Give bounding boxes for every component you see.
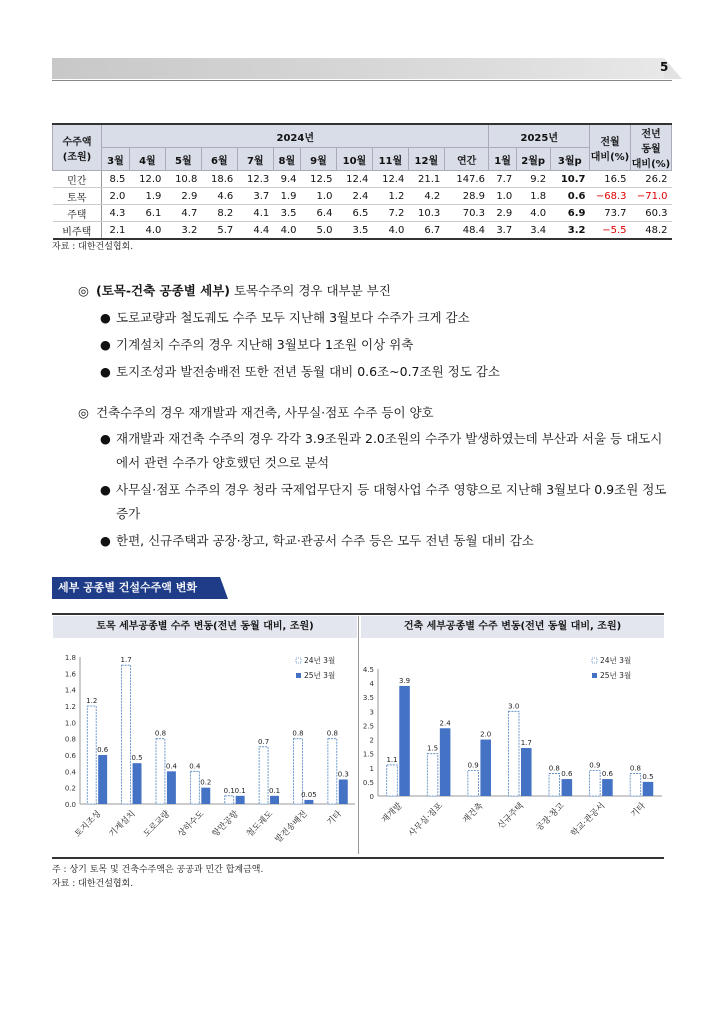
table-cell: −71.0 — [631, 188, 672, 205]
y-tick-label: 2.5 — [362, 722, 374, 731]
data-label: 0.1 — [234, 786, 246, 795]
category-label: 발전송배전 — [273, 809, 310, 846]
bar-2025 — [521, 748, 532, 796]
list-item — [100, 306, 680, 330]
legend-swatch — [592, 673, 597, 678]
double-circle-icon: ◎ — [78, 283, 89, 298]
yoy-header — [631, 124, 672, 171]
table-cell: 3.5 — [273, 205, 300, 222]
bar-2024 — [328, 739, 337, 804]
table-cell: 18.6 — [201, 171, 237, 188]
y-tick-label: 0.4 — [64, 768, 76, 777]
table-cell: 3.5 — [336, 222, 372, 240]
bar-2024 — [387, 765, 398, 796]
legend-label: 24년 3월 — [600, 656, 632, 665]
legend-swatch — [296, 673, 301, 678]
bar-2025 — [133, 763, 142, 804]
month-header: 8월 — [273, 148, 300, 171]
bullet-icon: ● — [100, 337, 111, 352]
table-cell: 8.5 — [102, 171, 130, 188]
table-row — [53, 188, 672, 205]
figure-source: 자료 : 대한건설협회. — [52, 879, 134, 889]
section1-text: 토목수주의 경우 대부분 부진 — [230, 283, 391, 298]
bar-2024 — [630, 773, 641, 796]
header-rule — [52, 80, 672, 81]
y-tick-label: 0 — [369, 793, 374, 801]
category-label: 도로교량 — [141, 809, 173, 840]
data-label: 0.7 — [258, 737, 270, 746]
table-cell: 10.8 — [165, 171, 201, 188]
data-label: 0.1 — [268, 786, 281, 795]
legend-swatch — [296, 658, 301, 663]
table-cell: 26.2 — [631, 171, 672, 188]
table-source: 자료 : 대한건설협회. — [52, 242, 134, 252]
table-cell: 2.1 — [102, 222, 130, 240]
section2-heading — [78, 403, 434, 421]
section1-title: (토목-건축 공종별 세부) — [96, 283, 230, 298]
bar-2025 — [602, 779, 613, 796]
bar-2025 — [440, 728, 451, 796]
bullet-text-cont: 에서 관련 수주가 양호했던 것으로 분석 — [116, 455, 330, 470]
month-header: 1월 — [489, 148, 516, 171]
bar-2024 — [427, 754, 438, 796]
data-label: 0.9 — [467, 761, 479, 770]
category-label: 상하수도 — [176, 809, 207, 840]
table-cell: 12.0 — [129, 171, 165, 188]
bar-2025 — [480, 740, 491, 796]
bar-2025 — [167, 771, 176, 804]
table-cell: 10.3 — [408, 205, 444, 222]
bar-2025 — [270, 796, 279, 804]
y-tick-label: 0.2 — [64, 784, 76, 793]
table-cell: 4.6 — [201, 188, 237, 205]
month-header: 3월 — [102, 148, 130, 171]
table-cell: 21.1 — [408, 171, 444, 188]
data-label: 1.2 — [86, 697, 98, 705]
page-number: 5 — [660, 60, 669, 74]
month-header: 2월p — [516, 148, 550, 171]
table-body — [53, 171, 672, 240]
month-header: 연간 — [444, 148, 489, 171]
category-label: 항만공항 — [210, 809, 241, 840]
table-row — [53, 222, 672, 240]
data-label: 0.8 — [629, 764, 642, 773]
table-cell: 147.6 — [444, 171, 489, 188]
section2-bullets — [100, 427, 680, 553]
figure-note: 주 : 상기 토목 및 건축수주액은 공공과 민간 합계금액. — [52, 865, 264, 875]
bar-2024 — [590, 771, 601, 796]
table-cell: 4.1 — [237, 205, 273, 222]
data-label: 0.8 — [154, 729, 167, 738]
data-label: 0.4 — [189, 762, 201, 771]
legend-label: 25년 3월 — [600, 671, 632, 680]
bar-2025 — [562, 779, 573, 796]
bullet-text: 사무실·점포 수주의 경우 청라 국제업무단지 등 대형사업 수주 영향으로 지난해 3월보다 0.9조원 정도 — [116, 482, 667, 497]
y-tick-label: 4 — [369, 680, 374, 689]
bar-2024 — [122, 665, 131, 804]
bar-2024 — [259, 747, 268, 804]
category-label: 재건축 — [461, 801, 486, 826]
data-label: 2.4 — [439, 719, 451, 728]
y-tick-label: 1.4 — [64, 686, 76, 695]
bar-2025 — [201, 788, 210, 804]
table-cell: 4.0 — [372, 222, 408, 240]
data-label: 0.8 — [292, 729, 304, 738]
figure-divider — [358, 616, 359, 854]
table-cell: 12.4 — [372, 171, 408, 188]
figure-banner: 세부 공종별 건설수주액 변화 — [52, 577, 220, 599]
y-tick-label: 1.0 — [64, 719, 76, 728]
category-label: 공장·창고 — [534, 801, 567, 834]
month-header: 12월 — [408, 148, 444, 171]
table-cell: 3.7 — [489, 222, 516, 240]
bullet-text: 재개발과 재건축 수주의 경우 각각 3.9조원과 2.0조원의 수주가 발생하였는데 부산과 서울 등 대도시 — [116, 431, 663, 446]
category-label: 학교·관공서 — [569, 801, 608, 840]
data-label: 0.5 — [642, 772, 654, 781]
category-label: 기타 — [629, 801, 648, 820]
table-cell: 4.0 — [273, 222, 300, 240]
table-cell: 4.7 — [165, 205, 201, 222]
bar-2024 — [549, 773, 560, 796]
legend-label: 25년 3월 — [304, 671, 336, 680]
table-cell: 12.3 — [237, 171, 273, 188]
table-cell: 48.2 — [631, 222, 672, 240]
data-label: 0.1 — [223, 786, 235, 795]
y-tick-label: 2 — [369, 736, 374, 745]
table-cell: 1.0 — [489, 188, 516, 205]
data-label: 0.05 — [301, 790, 317, 799]
table-cell: 2.9 — [165, 188, 201, 205]
table-cell: 9.4 — [273, 171, 300, 188]
bullet-text: 한편, 신규주택과 공장·창고, 학교·관공서 수주 등은 모두 전년 동월 대비 감소 — [116, 533, 534, 548]
bar-2025 — [643, 782, 654, 796]
bullet-icon: ● — [100, 482, 111, 497]
data-label: 3.9 — [398, 676, 411, 685]
data-label: 0.9 — [589, 761, 601, 770]
data-label: 0.2 — [200, 778, 212, 787]
table-cell: 12.5 — [300, 171, 336, 188]
chart2-title: 건축 세부공종별 수주 변동(전년 동월 대비, 조원) — [361, 616, 664, 638]
table-cell: 4.4 — [237, 222, 273, 240]
double-circle-icon: ◎ — [78, 405, 89, 420]
yoy-label-2: 동월 — [641, 144, 661, 155]
table-cell: 6.9 — [550, 205, 589, 222]
bullet-icon: ● — [100, 310, 111, 325]
table-cell: 5.7 — [201, 222, 237, 240]
row-label: 토목 — [53, 188, 102, 205]
table-cell: 1.2 — [372, 188, 408, 205]
month-header: 6월 — [201, 148, 237, 171]
bar-2024 — [87, 706, 96, 804]
y-tick-label: 0.0 — [64, 801, 76, 809]
bullet-text: 도로교량과 철도궤도 수주 모두 지난해 3월보다 수주가 크게 감소 — [116, 310, 470, 325]
table-cell: 6.1 — [129, 205, 165, 222]
category-label: 토지조성 — [73, 809, 104, 840]
table-cell: 4.0 — [129, 222, 165, 240]
bullet-icon: ● — [100, 364, 111, 379]
table-cell: 60.3 — [631, 205, 672, 222]
yoy-label-3: 대비(%) — [631, 159, 671, 170]
table-cell: 12.4 — [336, 171, 372, 188]
mom-label-2: 대비(%) — [590, 151, 630, 163]
bar-2024 — [225, 796, 234, 804]
year-2024-header: 2024년 — [102, 124, 489, 148]
table-cell: 2.0 — [102, 188, 130, 205]
bullet-icon: ● — [100, 533, 111, 548]
bar-2025 — [304, 800, 313, 804]
bar-2025 — [236, 796, 245, 804]
y-tick-label: 0.6 — [64, 752, 76, 760]
table-cell: 9.2 — [516, 171, 550, 188]
table-row — [53, 171, 672, 188]
row-label: 민간 — [53, 171, 102, 188]
table-cell: 6.4 — [300, 205, 336, 222]
yoy-label-1: 전년 — [641, 129, 661, 140]
y-tick-label: 4.5 — [362, 666, 374, 674]
list-item — [100, 333, 680, 357]
data-label: 1.7 — [120, 656, 132, 665]
table-cell: 7.2 — [372, 205, 408, 222]
data-label: 1.5 — [427, 744, 439, 753]
table-cell: 1.9 — [129, 188, 165, 205]
table-cell: 3.2 — [550, 222, 589, 240]
data-label: 0.6 — [97, 746, 109, 754]
table-cell: 3.7 — [237, 188, 273, 205]
table-cell: 1.0 — [300, 188, 336, 205]
table-cell: 5.0 — [300, 222, 336, 240]
table-cell: 10.7 — [550, 171, 589, 188]
corner-label-1: 수주액 — [62, 136, 92, 148]
data-label: 3.0 — [508, 702, 520, 711]
month-header: 11월 — [372, 148, 408, 171]
month-header-row — [53, 148, 672, 171]
month-header: 10월 — [336, 148, 372, 171]
bar-2025 — [399, 686, 410, 796]
list-item — [100, 427, 680, 475]
list-item — [100, 360, 680, 384]
corner-label-2: (조원) — [62, 151, 92, 163]
category-label: 기타 — [325, 809, 344, 828]
table-row — [53, 205, 672, 222]
y-tick-label: 1.5 — [362, 750, 374, 759]
y-tick-label: 1.8 — [64, 654, 76, 662]
data-label: 0.4 — [165, 762, 177, 771]
bar-2024 — [156, 739, 165, 804]
table-cell: 6.7 — [408, 222, 444, 240]
month-header: 4월 — [129, 148, 165, 171]
y-tick-label: 0.8 — [64, 735, 76, 744]
bullet-icon: ● — [100, 431, 111, 446]
section1-heading — [78, 281, 391, 299]
table-cell: 28.9 — [444, 188, 489, 205]
month-header: 3월p — [550, 148, 589, 171]
table-cell: 4.2 — [408, 188, 444, 205]
table-cell: −68.3 — [590, 188, 631, 205]
table-cell: 4.3 — [102, 205, 130, 222]
category-label: 기계설치 — [107, 809, 138, 840]
table-cell: 70.3 — [444, 205, 489, 222]
row-label: 비주택 — [53, 222, 102, 240]
table-cell: 4.0 — [516, 205, 550, 222]
table-cell: −5.5 — [590, 222, 631, 240]
data-label: 0.8 — [548, 764, 560, 773]
bar-2025 — [98, 755, 107, 804]
data-label: 0.6 — [561, 770, 573, 779]
table-cell: 2.9 — [489, 205, 516, 222]
mom-header — [590, 124, 631, 171]
bullet-text: 기계설치 수주의 경우 지난해 3월보다 1조원 이상 위축 — [116, 337, 414, 352]
list-item — [100, 478, 680, 526]
data-label: 0.6 — [601, 770, 613, 779]
bullet-text-cont: 증가 — [116, 506, 141, 521]
mom-label-1: 전월 — [600, 136, 620, 148]
y-tick-label: 1 — [369, 764, 374, 773]
chart1-svg — [52, 645, 357, 853]
bar-2025 — [339, 780, 348, 805]
table-cell: 16.5 — [590, 171, 631, 188]
month-header: 5월 — [165, 148, 201, 171]
category-label: 신규주택 — [495, 801, 527, 832]
table-cell: 8.2 — [201, 205, 237, 222]
page-header-bar — [52, 58, 664, 79]
month-header: 9월 — [300, 148, 336, 171]
chart1-title: 토목 세부공종별 수주 변동(전년 동월 대비, 조원) — [53, 616, 357, 638]
table-cell: 0.6 — [550, 188, 589, 205]
data-label: 1.7 — [520, 739, 532, 748]
y-tick-label: 0.5 — [362, 778, 374, 787]
y-tick-label: 1.2 — [64, 703, 76, 711]
section2-text: 건축수주의 경우 재개발과 재건축, 사무실·점포 수주 등이 양호 — [96, 405, 434, 420]
bar-2024 — [508, 711, 519, 796]
table-cell: 48.4 — [444, 222, 489, 240]
row-label: 주택 — [53, 205, 102, 222]
bar-2024 — [190, 771, 199, 804]
month-header: 7월 — [237, 148, 273, 171]
data-label: 1.1 — [386, 755, 398, 764]
data-label: 0.3 — [337, 770, 349, 779]
chart2-svg — [360, 645, 664, 853]
table-cell: 1.8 — [516, 188, 550, 205]
table-cell: 2.4 — [336, 188, 372, 205]
data-label: 2.0 — [480, 730, 492, 739]
table-cell: 1.9 — [273, 188, 300, 205]
y-tick-label: 3 — [369, 708, 374, 717]
corner-header — [53, 124, 102, 171]
table-cell: 7.7 — [489, 171, 516, 188]
category-label: 재개발 — [379, 801, 405, 826]
y-tick-label: 1.6 — [64, 670, 76, 679]
table-cell: 3.2 — [165, 222, 201, 240]
orders-table — [52, 123, 672, 240]
y-tick-label: 3.5 — [362, 694, 374, 703]
table-cell: 73.7 — [590, 205, 631, 222]
table-cell: 3.4 — [516, 222, 550, 240]
category-label: 철도궤도 — [244, 809, 276, 840]
legend-swatch — [592, 658, 597, 663]
data-label: 0.8 — [326, 729, 338, 738]
list-item — [100, 529, 680, 553]
data-label: 0.5 — [131, 754, 143, 763]
section1-bullets — [100, 306, 680, 384]
table-cell: 6.5 — [336, 205, 372, 222]
bullet-text: 토지조성과 발전송배전 또한 전년 동월 대비 0.6조~0.7조원 정도 감소 — [116, 364, 500, 379]
legend-label: 24년 3월 — [304, 656, 336, 665]
category-label: 사무실·점포 — [406, 801, 445, 840]
year-2025-header: 2025년 — [489, 124, 590, 148]
bar-2024 — [468, 771, 479, 796]
